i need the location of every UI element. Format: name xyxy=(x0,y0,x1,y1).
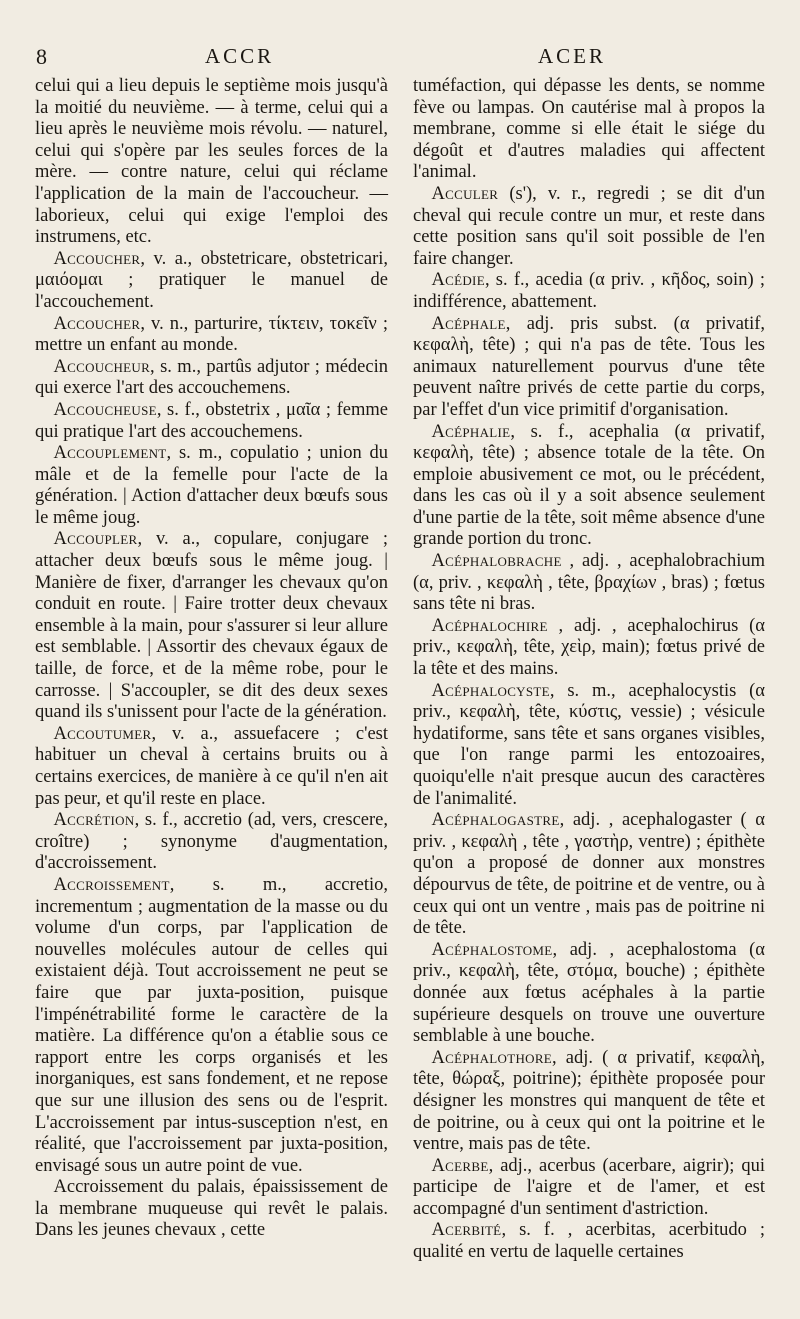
entry-accroissement-du-palais: Accroissement du palais, épaississement de la membrane muqueuse qui revêt le palais. Dans les jeunes chevaux , cette xyxy=(35,1177,388,1241)
entry-accouchement-continued: celui qui a lieu depuis le septième mois jusqu'à la moitié du neuvième. — à terme, celui qui a lieu après le neuvième mois révolu. — naturel, celui qui s'opère par les seules forces de la mère. — contre nature, celui qui réclame l'application de la main de l'accoucheur. — laborieux, celui qui exige l'emploi des instrumens, etc. xyxy=(35,76,388,248)
entry-acephalochire: Acéphalochire , adj. , acephalochirus (α priv., κεφαλὴ, tête, χεὶρ, main); fœtus privé de la tête et des mains. xyxy=(413,615,765,680)
left-column xyxy=(35,76,388,1242)
entry-accoucher-va: Accoucher, v. a., obstetricare, obstetricari, μαιόομαι ; pratiquer le manuel de l'accouchement. xyxy=(35,248,388,312)
entry-accoucher-vn: Accoucher, v. n., parturire, τίκτειν, τοκεῖν ; mettre un enfant au monde. xyxy=(35,313,388,356)
entry-accroissement: Accroissement, s. m., accretio, incrementum ; augmentation de la masse ou du volume d'un corps, par l'application de nouvelles molécules autour de celles qui existaient déjà. Tout accroissement ne peut se faire que par juxta-position, puisque l'impénétrabilité forme le caractère de la matière. La différence qu'on a établie sous ce rapport entre les corps organisés et les inorganiques, est sans fondement, et ne repose que sur une illusion des sens ou de l'esprit. L'accroissement par intus-susception n'est, en réalité, que l'accroissement par juxta-position, envisagé sous un autre point de vue. xyxy=(35,874,388,1176)
entry-acephalobrache: Acéphalobrache , adj. , acephalobrachium (α, priv. , κεφαλὴ , tête, βραχίων , bras) ; fœtus sans tête ni bras. xyxy=(413,551,765,615)
page-header xyxy=(30,44,770,74)
entry-acephalie: Acéphalie, s. f., acephalia (α privatif, κεφαλὴ, tête) ; absence totale de la tête. On emploie abusivement ce mot, ou le précédent, dans les cas où il y a soit absence seulement d'une partie de la tête, soit même absence d'une grande portion du tronc. xyxy=(413,421,765,550)
entry-accoucheuse: Accoucheuse, s. f., obstetrix , μαῖα ; femme qui pratique l'art des accouchemens. xyxy=(35,399,388,442)
entry-accoupler: Accoupler, v. a., copulare, conjugare ; attacher deux bœufs sous le même joug. | Manière de fixer, d'arranger les chevaux qu'on conduit en route. | Faire trotter deux chevaux ensemble à la main, pour s'assurer si leur allure est semblable. | Assortir des chevaux égaux de taille, de force, et de la même robe, pour le carrosse. | S'accoupler, se dit des deux sexes quand ils s'unissent pour l'acte de la génération. xyxy=(35,529,388,723)
entry-acephalocyste: Acéphalocyste, s. m., acephalocystis (α priv., κεφαλὴ, tête, κύστις, vessie) ; vésicule hydatiforme, sans tête et sans organes visibles, que l'on range parmi les entozoaires, quoiqu'elle n'ait presque aucun des caractères de l'animalité. xyxy=(413,680,765,809)
entry-acculer: Acculer (s'), v. r., regredi ; se dit d'un cheval qui recule contre un mur, et reste dans cette position sans qu'il soit possible de l'en faire changer. xyxy=(413,183,765,269)
entry-accouplement: Accouplement, s. m., copulatio ; union du mâle et de la femelle pour l'acte de la génération. | Action d'attacher deux bœufs sous le même joug. xyxy=(35,443,388,528)
entry-palais-continued: tuméfaction, qui dépasse les dents, se nomme fève ou lampas. On cautérise mal à propos la membrane, comme si elle était le siége du dégoût et d'autres maladies qui affectent l'animal. xyxy=(413,76,765,183)
entry-acephalogastre: Acéphalogastre, adj. , acephalogaster ( α priv. , κεφαλὴ , tête , γαστὴρ, ventre) ; épithète qu'on a proposé de donner aux monstres dépourvus de tête, de poitrine et de ventre, ou à ceux qui ont un ventre , mais pas de poitrine ni de tête. xyxy=(413,810,765,939)
entry-acephalostome: Acéphalostome, adj. , acephalostoma (α priv., κεφαλὴ, tête, στόμα, bouche) ; épithète donnée aux fœtus acéphales à la partie supérieure desquels on trouve une ouverture semblable à une bouche. xyxy=(413,939,765,1047)
left-running-head: ACCR xyxy=(205,44,275,68)
page-number: 8 xyxy=(36,44,47,69)
right-column xyxy=(413,76,765,1264)
entry-acedie: Acédie, s. f., acedia (α priv. , κῆδος, soin) ; indifférence, abattement. xyxy=(413,270,765,312)
entry-acerbite: Acerbité, s. f. , acerbitas, acerbitudo ; qualité en vertu de laquelle certaines xyxy=(413,1220,765,1263)
entry-acephale: Acéphale, adj. pris subst. (α privatif, κεφαλὴ, tête) ; qui n'a pas de tête. Tous les animaux naturellement pourvus d'une tête peuvent naître privés de cette partie du corps, par l'effet d'un vice primitif d'organisation. xyxy=(413,313,765,420)
entry-acephalothore: Acéphalothore, adj. ( α privatif, κεφαλὴ, tête, θώραξ, poitrine); épithète proposée pour désigner les monstres qui manquent de tête et de poitrine, ou à ceux qui ont la poitrine et le ventre, mais pas de tête. xyxy=(413,1047,765,1155)
right-running-head: ACER xyxy=(538,44,607,68)
entry-accoutumer: Accoutumer, v. a., assuefacere ; c'est habituer un cheval à certains bruits ou à certains exercices, de manière à ce qu'il n'en ait pas peur, et qu'il reste en place. xyxy=(35,723,388,809)
entry-acerbe: Acerbe, adj., acerbus (acerbare, aigrir); qui participe de l'aigre et de l'amer, et est accompagné d'un sentiment d'astriction. xyxy=(413,1155,765,1219)
entry-accoucheur: Accoucheur, s. m., partûs adjutor ; médecin qui exerce l'art des accouchemens. xyxy=(35,356,388,399)
entry-accretion: Accrétion, s. f., accretio (ad, vers, crescere, croître) ; synonyme d'augmentation, d'accroissement. xyxy=(35,810,388,874)
